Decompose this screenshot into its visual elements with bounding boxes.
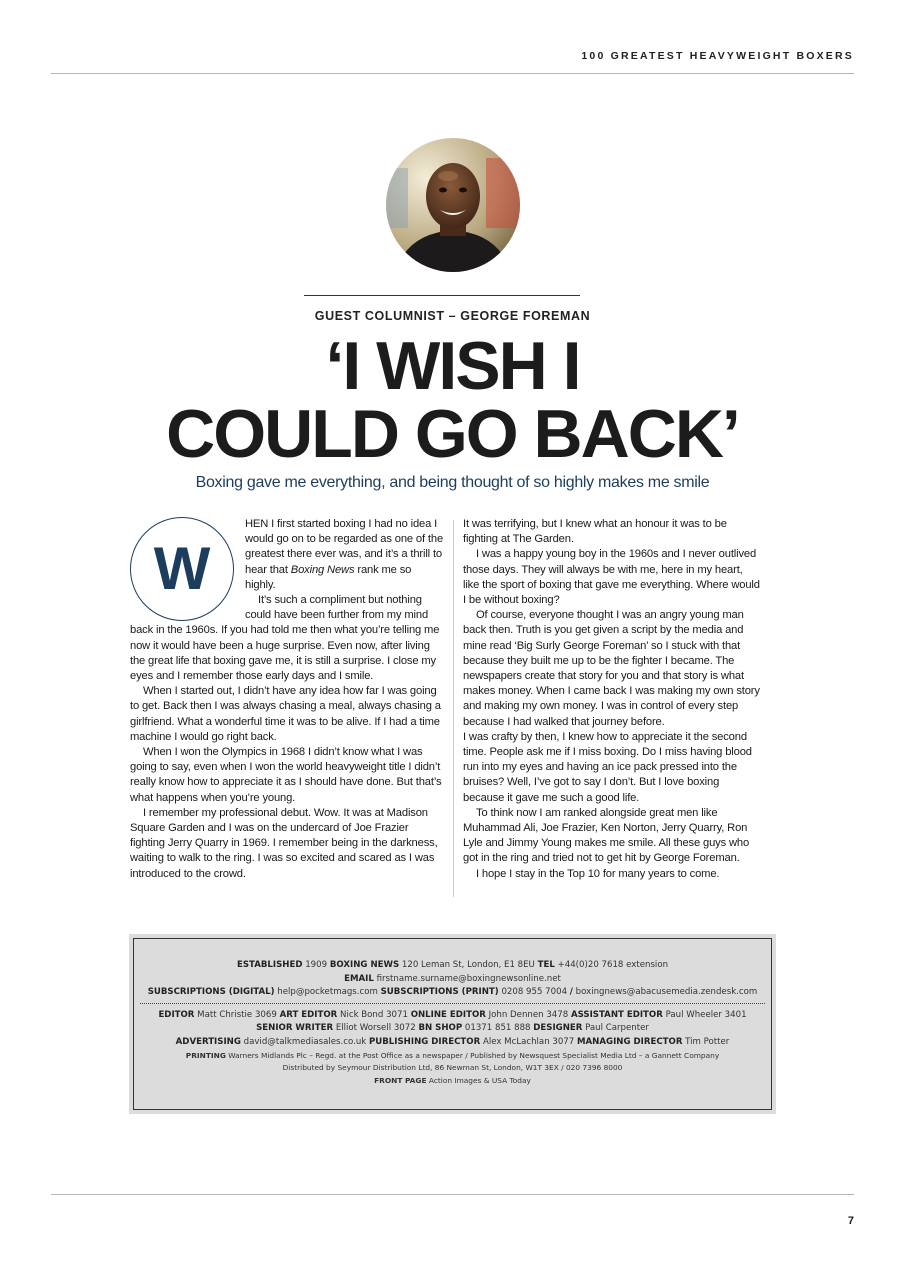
masthead-dotted-divider <box>140 1003 765 1004</box>
paragraph: When I won the Olympics in 1968 I didn’t know what I was going to say, even when I won the world heavyweight title I didn’t really know how to appreciate it as I should have done. But that’s what happens when you’re young. <box>130 746 442 804</box>
masthead-printing-line: PRINTING Warners Midlands Plc – Regd. at the Post Office as a newspaper / Published by Newsquest Specialist Media Ltd – a Gannett Company <box>185 1050 720 1060</box>
headline-line-2: COULD GO BACK’ <box>166 396 739 472</box>
article-kicker: GUEST COLUMNIST – GEORGE FOREMAN <box>314 309 591 323</box>
subs-digital-email[interactable]: help@pocketmags.com <box>277 987 378 998</box>
masthead-distribution-line: Distributed by Seymour Distribution Ltd, 86 Newman St, London, W1T 3EX / 020 7396 8000 <box>282 1063 623 1073</box>
masthead-staff-line-2: SENIOR WRITER Elliot Worsell 3072 BN SHOP 01371 851 888 DESIGNER Paul Carpenter <box>256 1023 649 1034</box>
paragraph: HEN I first started boxing I had no idea I would go on to be regarded as one of the greatest there ever was, and it’s a thrill to hear that Boxing News rank me so highly. <box>245 518 444 591</box>
columnist-portrait <box>386 138 520 272</box>
advertising-email[interactable]: david@talkmediasales.co.uk <box>243 1036 367 1047</box>
article-column-2 <box>463 517 761 882</box>
publication-name: Boxing News <box>290 563 355 576</box>
top-divider <box>51 73 854 74</box>
masthead-email-line: EMAIL firstname.surname@boxingnewsonline.net <box>344 973 561 984</box>
paragraph: I was crafty by then, I knew how to appreciate it the second time. People ask me if I miss boxing. Do I miss having blood run into my eyes and having an ice pack pressed into the bruises? Well, I’ve got to say I don’t. But I love boxing because it gave me such a good life. <box>463 730 752 804</box>
paragraph: I hope I stay in the Top 10 for many years to come. <box>476 867 720 880</box>
masthead-front-page-line: FRONT PAGE Action Images & USA Today <box>374 1076 531 1086</box>
paragraph: I remember my professional debut. Wow. It was at Madison Square Garden and I was on the undercard of Joe Frazier fighting Jerry Quarry in 1969. I remember being in the darkness, waiting to walk to the ring. I was so excited and scared as I was introduced to the crowd. <box>130 806 438 880</box>
masthead-subscriptions-line: SUBSCRIPTIONS (DIGITAL) help@pocketmags.com SUBSCRIPTIONS (PRINT) 0208 955 7004 / boxingnews@abacusemedia.zendesk.com <box>147 987 758 998</box>
kicker-divider <box>304 295 580 296</box>
paragraph: To think now I am ranked alongside great men like Muhammad Ali, Joe Frazier, Ken Norton, Jerry Quarry, Ron Lyle and Jimmy Young makes me smile. All these guys who got in the ring and tried not to get hit by George Foreman. <box>463 806 750 865</box>
drop-cap: W <box>130 517 234 621</box>
page-number: 7 <box>847 1215 854 1227</box>
paragraph: When I started out, I didn’t have any idea how far I was going to get. Back then I was always chasing a meal, always chasing a girlfriend. What a wonderful time it was to be alive. If I had a time machine I would go right back. <box>130 685 441 743</box>
article-column-1 <box>130 517 443 882</box>
paragraph: It’s such a compliment but nothing could have been further from my mind back in the 1960s. If you had told me then what you’re telling me now it would have been a huge surprise. Even now, after living the great life that boxing gave me, it is still a surprise. I close my eyes and I remember those early days and I smile. <box>130 594 440 683</box>
masthead-box <box>129 934 776 1114</box>
standfirst: Boxing gave me everything, and being thought of so highly makes me smile <box>195 474 710 491</box>
email-link[interactable]: firstname.surname@boxingnewsonline.net <box>376 973 561 984</box>
masthead-inner <box>133 938 772 1110</box>
section-title: 100 GREATEST HEAVYWEIGHT BOXERS <box>581 50 854 62</box>
paragraph: It was terrifying, but I knew what an honour it was to be fighting at The Garden. <box>463 518 727 546</box>
column-divider <box>453 520 454 897</box>
headline-line-1: ‘I WISH I <box>325 328 580 404</box>
bottom-divider <box>51 1194 854 1195</box>
paragraph: I was a happy young boy in the 1960s and I never outlived those days. They will always be with me, here in my heart, like the sport of boxing that gave me everything. Where would I be without boxing? <box>463 548 760 607</box>
masthead-address-line: ESTABLISHED 1909 BOXING NEWS 120 Leman St, London, E1 8EU TEL +44(0)20 7618 extension <box>236 960 669 970</box>
paragraph: Of course, everyone thought I was an angry young man back then. Truth is you get given a script by the media and mine read ‘Big Surly George Foreman’ so I stuck with that because they built me up to be the fighter I became. The newspapers create that story for you and that story is what makes money. When I came back I was making my own story and making my own money. I was in control of every step because I had walked that journey before. <box>463 609 760 728</box>
masthead-staff-line-1: EDITOR Matt Christie 3069 ART EDITOR Nick Bond 3071 ONLINE EDITOR John Dennen 3478 ASSISTANT EDITOR Paul Wheeler 3401 <box>158 1009 747 1020</box>
subs-print-email[interactable]: boxingnews@abacusemedia.zendesk.com <box>575 987 758 998</box>
masthead-staff-line-3: ADVERTISING david@talkmediasales.co.uk PUBLISHING DIRECTOR Alex McLachlan 3077 MANAGING DIRECTOR Tim Potter <box>175 1036 730 1047</box>
